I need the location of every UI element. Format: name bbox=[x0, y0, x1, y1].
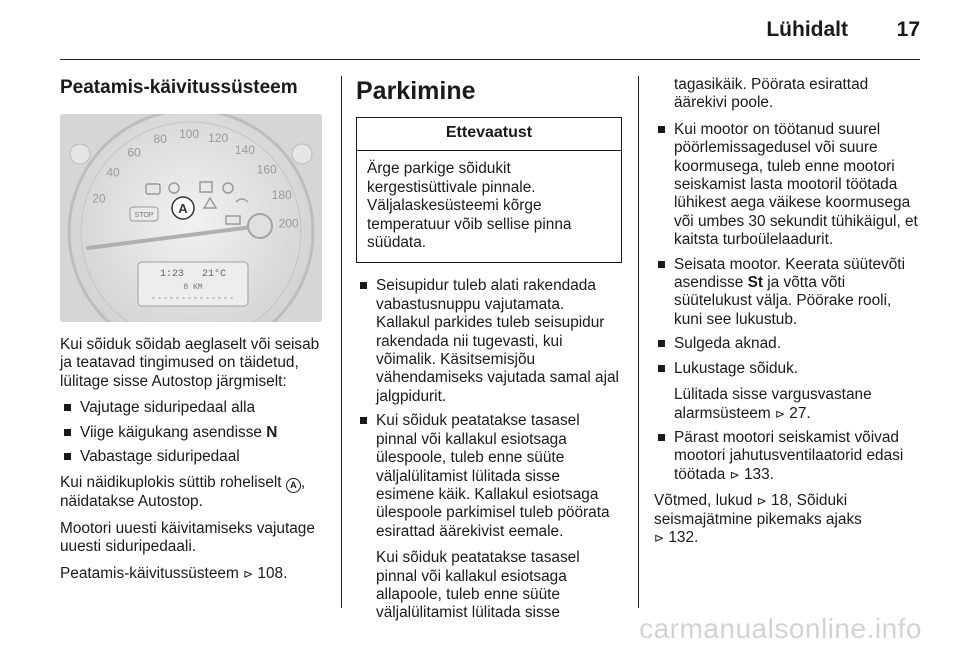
autostop-step bbox=[60, 424, 326, 442]
header-rule bbox=[60, 59, 920, 60]
keys-reference bbox=[654, 492, 922, 547]
instrument-cluster-image bbox=[60, 114, 322, 322]
needle-hub bbox=[248, 214, 272, 238]
column-divider-1 bbox=[341, 76, 342, 608]
speed-tick-label: 200 bbox=[278, 216, 299, 231]
parking-step bbox=[654, 429, 922, 484]
section-title-stop-start: Peatamis-käivitussüsteem bbox=[60, 77, 298, 98]
lock-step-text: Lukustage sõiduk. bbox=[674, 359, 799, 377]
reference-page[interactable]: 132. bbox=[668, 528, 699, 546]
autostop-indicator-text bbox=[60, 474, 326, 511]
autostop-indicator-text-pre: Kui näidikuplokis süttib roheliselt bbox=[60, 474, 282, 492]
parking-step-text: Kui sõiduk peatatakse tasasel pinnal või kallakul esiotsaga ülespoole, tuleb enne süüte väljalülitamist lülitada sisse esimene käik. Kallakul esiotsaga ülespoole parkimisel tuleb pöörata esirattad äärekivist eemale. bbox=[376, 412, 610, 540]
speed-tick-label: 160 bbox=[256, 162, 277, 177]
instrument-cluster-illustration bbox=[60, 114, 322, 322]
gear-neutral-label: N bbox=[266, 423, 278, 441]
stop-badge-label: STOP bbox=[134, 212, 154, 219]
parking-step: Seisupidur tuleb alati rakendada vabastusnuppu vajutamata. Kallakul parkides tuleb seisupidur rakendada nii tugevasti, kui võimalik. Käsitsemisjõu vähendamiseks vajutada samal ajal jalgpidurit. bbox=[356, 277, 622, 406]
caution-text: Ärge parkige sõidukit kergestisüttivale pinnale. Väljalaskesüsteemi kõrge temperatuur võib sellise pinna süüdata. bbox=[367, 160, 572, 252]
alarm-subtext-label: Lülitada sisse vargusvastane alarmsüsteem bbox=[674, 386, 872, 422]
stop-start-reference bbox=[60, 565, 326, 583]
autostop-intro: Kui sõiduk sõidab aeglaselt või seisab ja teatavad tingimused on täidetud, lülitage sisse Autostop järgmiselt: bbox=[60, 336, 320, 390]
parking-step bbox=[356, 412, 622, 622]
reference-page[interactable]: 133. bbox=[743, 465, 774, 483]
parking-step-continuation: Kui sõiduk peatatakse tasasel pinnal või kallakul esiotsaga allapoole, tuleb enne süüte väljalülitamist lülitada sisse bbox=[376, 549, 580, 622]
page-reference-arrow-icon: ⊳ bbox=[729, 467, 740, 482]
lcd-distance: 8 KM bbox=[183, 283, 203, 292]
caution-box bbox=[356, 117, 622, 263]
parking-steps bbox=[356, 277, 622, 622]
speed-tick-label: 180 bbox=[271, 187, 292, 202]
speed-tick-label: 80 bbox=[153, 132, 167, 146]
page-header-title: Lühidalt bbox=[766, 18, 848, 41]
speed-tick-label: 140 bbox=[234, 143, 255, 158]
parking-step: Kui mootor on töötanud suurel pöörlemissagedusel või suure koormusega, tuleb enne mootori seiskamist lasta mootoril töötada lühikest aega väikese koormusega või umbes 30 sekundit tühikäigul, et kaitsta turboülelaadurit. bbox=[654, 121, 922, 250]
page-reference-arrow-icon: ⊳ bbox=[654, 530, 665, 545]
reverse-gear-continuation: tagasikäik. Pöörata esirattad äärekivi poole. bbox=[674, 76, 869, 112]
reference-page[interactable]: 18, Sõiduki seismajätmine pikemaks ajaks bbox=[654, 492, 862, 528]
column-2 bbox=[356, 76, 622, 631]
lcd-temperature: 21°C bbox=[202, 269, 227, 280]
page-reference-arrow-icon: ⊳ bbox=[756, 494, 767, 509]
speed-tick-label: 40 bbox=[106, 165, 120, 180]
speed-tick-label: 100 bbox=[179, 127, 200, 141]
parking-steps-continued bbox=[654, 121, 922, 484]
autostop-letter: A bbox=[178, 201, 188, 216]
speed-tick-label: 120 bbox=[208, 130, 229, 145]
lcd-time: 1:23 bbox=[160, 269, 185, 280]
caution-title: Ettevaatust bbox=[357, 118, 621, 151]
page-reference-arrow-icon: ⊳ bbox=[243, 566, 254, 581]
reference-page[interactable]: 108. bbox=[257, 564, 288, 582]
column-3 bbox=[654, 76, 922, 555]
parking-step bbox=[654, 256, 922, 330]
parking-step bbox=[654, 360, 922, 423]
page-reference-arrow-icon: ⊳ bbox=[774, 406, 785, 421]
reference-label: Peatamis-käivitussüsteem bbox=[60, 564, 239, 582]
autostop-indicator-text-post: , näidatakse Autostop. bbox=[60, 474, 306, 511]
section-title-parking: Parkimine bbox=[356, 77, 476, 105]
column-1 bbox=[60, 76, 326, 591]
page-number: 17 bbox=[896, 18, 920, 41]
speed-tick-label: 20 bbox=[92, 191, 106, 206]
keys-reference-label: Võtmed, lukud bbox=[654, 492, 753, 510]
ignition-step-text-post: ja võtta võti süütelukust välja. Pöörake rooli, kuni see lukustub. bbox=[674, 274, 892, 328]
column-divider-2 bbox=[638, 76, 639, 608]
autostop-steps bbox=[60, 399, 326, 466]
reference-page[interactable]: 27. bbox=[789, 404, 811, 422]
fans-step-text: Pärast mootori seiskamist võivad mootori jahutusventilaatorid edasi töötada bbox=[674, 428, 904, 483]
autostop-inline-icon: A bbox=[286, 478, 301, 493]
watermark: carmanualsonline.info bbox=[639, 613, 922, 644]
ignition-step-text-pre: Seisata mootor. Keerata süütevõti asendisse bbox=[674, 255, 905, 292]
alarm-subtext bbox=[674, 386, 922, 423]
autostop-step-text: Viige käigukang asendisse bbox=[80, 423, 262, 441]
restart-text: Mootori uuesti käivitamiseks vajutage uuesti siduripedaali. bbox=[60, 519, 315, 556]
parking-step: Sulgeda aknad. bbox=[654, 335, 922, 353]
ignition-position-label: St bbox=[747, 274, 763, 292]
autostop-step: Vabastage siduripedaal bbox=[60, 448, 326, 466]
autostop-step: Vajutage siduripedaal alla bbox=[60, 399, 326, 417]
speed-tick-label: 60 bbox=[127, 145, 141, 160]
